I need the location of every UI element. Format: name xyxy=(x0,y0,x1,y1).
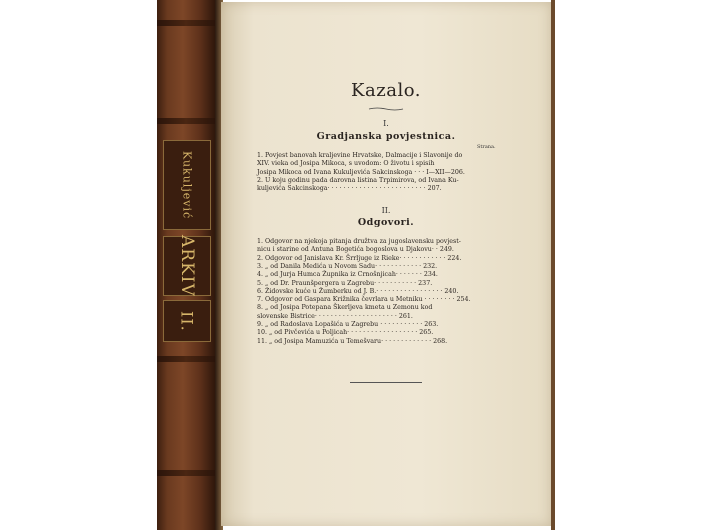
section-heading: Gradjanska povjestnica. xyxy=(316,131,456,142)
toc-line: 8. „ od Josipa Potepana Škerljeva kmeta u Zemonu kod xyxy=(257,304,433,312)
spine-band xyxy=(157,356,215,362)
spine-author-text: Kukuljević xyxy=(180,150,194,220)
spine-band xyxy=(157,118,215,124)
spine-title-label xyxy=(163,236,211,296)
column-label: Strana. xyxy=(477,144,496,150)
toc-line: 11. „ od Josipa Mamuzića u Temešvaru· · · · · · · · · · · · · 268. xyxy=(257,337,448,345)
toc-line: 1. Odgovor na njekoja pitanja družtva za jugoslavensku povjest- xyxy=(257,238,461,245)
toc-line: 6. Židovske kuće u Žumberku od J. B.· · · · · · · · · · · · · · · · · 240. xyxy=(257,287,459,295)
toc-line: kuljevića Sakcinskoga· · · · · · · · · · · · · · · · · · · · · · · · · 207. xyxy=(257,185,442,193)
book-page xyxy=(221,2,551,526)
spine-volume-label xyxy=(163,300,211,342)
spine-title-text: ARKIV xyxy=(177,235,197,297)
page-title: Kazalo. xyxy=(351,80,421,101)
toc-line: 2. Odgovor od Janislava Kr. Šrrljuge iz Rieke· · · · · · · · · · · · 224. xyxy=(257,254,462,262)
toc-line: slovenske Bistrice· · · · · · · · · · · · · · · · · · · · · 261. xyxy=(257,312,413,320)
toc-line: XIV. vieka od Josipa Mikoca, s uvodom: O životu i spisih xyxy=(257,160,435,168)
toc-line: Josipa Mikoca od Ivana Kukuljevića Sakcinskoga · · · I—XII—206. xyxy=(257,168,465,176)
ornament-divider xyxy=(368,107,404,111)
book-spine xyxy=(157,0,215,530)
toc-line: nicu i starine od Antuna Bogetića bogoslova u Djakovu· · 249. xyxy=(257,246,454,254)
spine-band xyxy=(157,20,215,26)
toc-line: 4. „ od Jurja Humca Župnika iz Crnošnjicah· · · · · · · 234. xyxy=(257,271,438,279)
toc-line: 1. Povjest banovah kraljevine Hrvatske, Dalmacije i Slavonije do xyxy=(257,152,463,159)
toc-line: 3. „ od Danila Medića u Novom Sadu· · · · · · · · · · · · 232. xyxy=(257,262,438,270)
toc-line: 5. „ od Dr. Praunšpergera u Zagrebu· · · · · · · · · · · 237. xyxy=(257,279,433,287)
toc-line: 9. „ od Radoslava Lopašića u Zagrebu · · · · · · · · · · · 263. xyxy=(257,321,439,328)
section-numeral: I. xyxy=(383,119,389,128)
section-numeral: II. xyxy=(381,206,391,215)
spine-volume-text: II. xyxy=(177,310,197,332)
toc-line: 7. Odgovor od Gaspara Križnika čevrlara u Metniku · · · · · · · · 254. xyxy=(257,296,471,304)
toc-line: 2. U koju godinu pada darovna listina Trpimirova, od Ivana Ku- xyxy=(257,176,459,184)
spine-author-label xyxy=(163,140,211,230)
toc-line: 10. „ od Pivčevića u Poljicah· · · · · · · · · · · · · · · · · · 265. xyxy=(257,329,434,337)
page-right-edge xyxy=(551,0,555,530)
end-rule xyxy=(350,382,422,383)
spine-band xyxy=(157,470,215,476)
section-heading: Odgovori. xyxy=(357,217,415,228)
